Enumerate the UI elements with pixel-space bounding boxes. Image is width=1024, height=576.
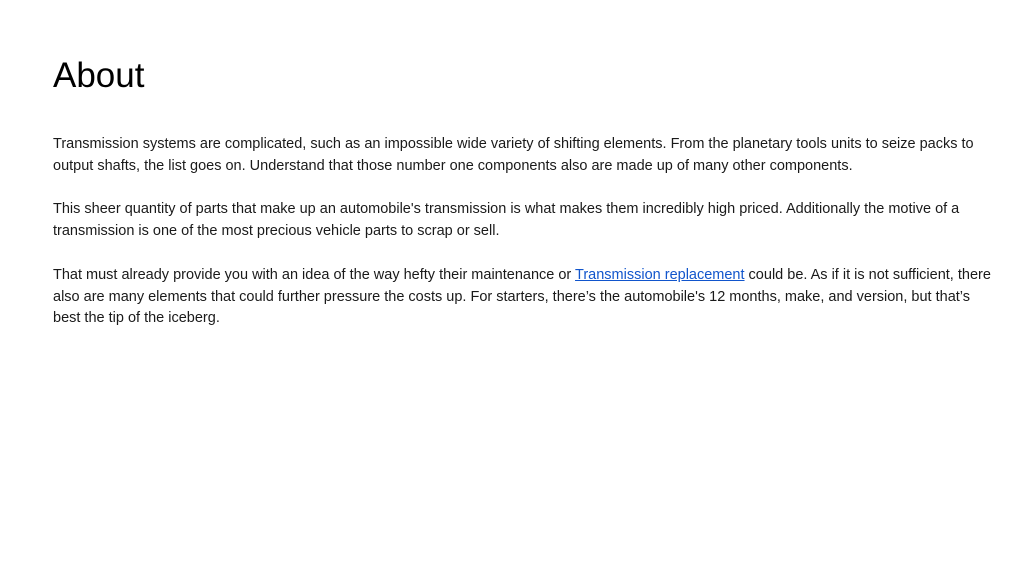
paragraph-3-text-before: That must already provide you with an idea of the way hefty their maintenance or (53, 266, 576, 283)
paragraph-3 (53, 265, 993, 330)
paragraph-2: This sheer quantity of parts that make up an automobile's transmission is what makes them incredibly high priced. Additionally the motive of a transmission is one of the most precious vehicle parts to scrap or sell. (53, 201, 960, 240)
body-text (53, 134, 993, 352)
page-title: About (53, 56, 145, 95)
transmission-replacement-link[interactable]: Transmission replacement (575, 266, 745, 283)
paragraph-1: Transmission systems are complicated, such as an impossible wide variety of shifting elements. From the planetary tools units to seize packs to output shafts, the list goes on. Understand that those number one components also are made up of many other components. (53, 136, 974, 174)
paragraph-3-text-after: could be. As if it is not sufficient, there also are many elements that could further pressure the costs up. For starters, there’s the automobile's 12 months, make, and version, but that’s best the tip of the iceberg. (53, 266, 991, 327)
